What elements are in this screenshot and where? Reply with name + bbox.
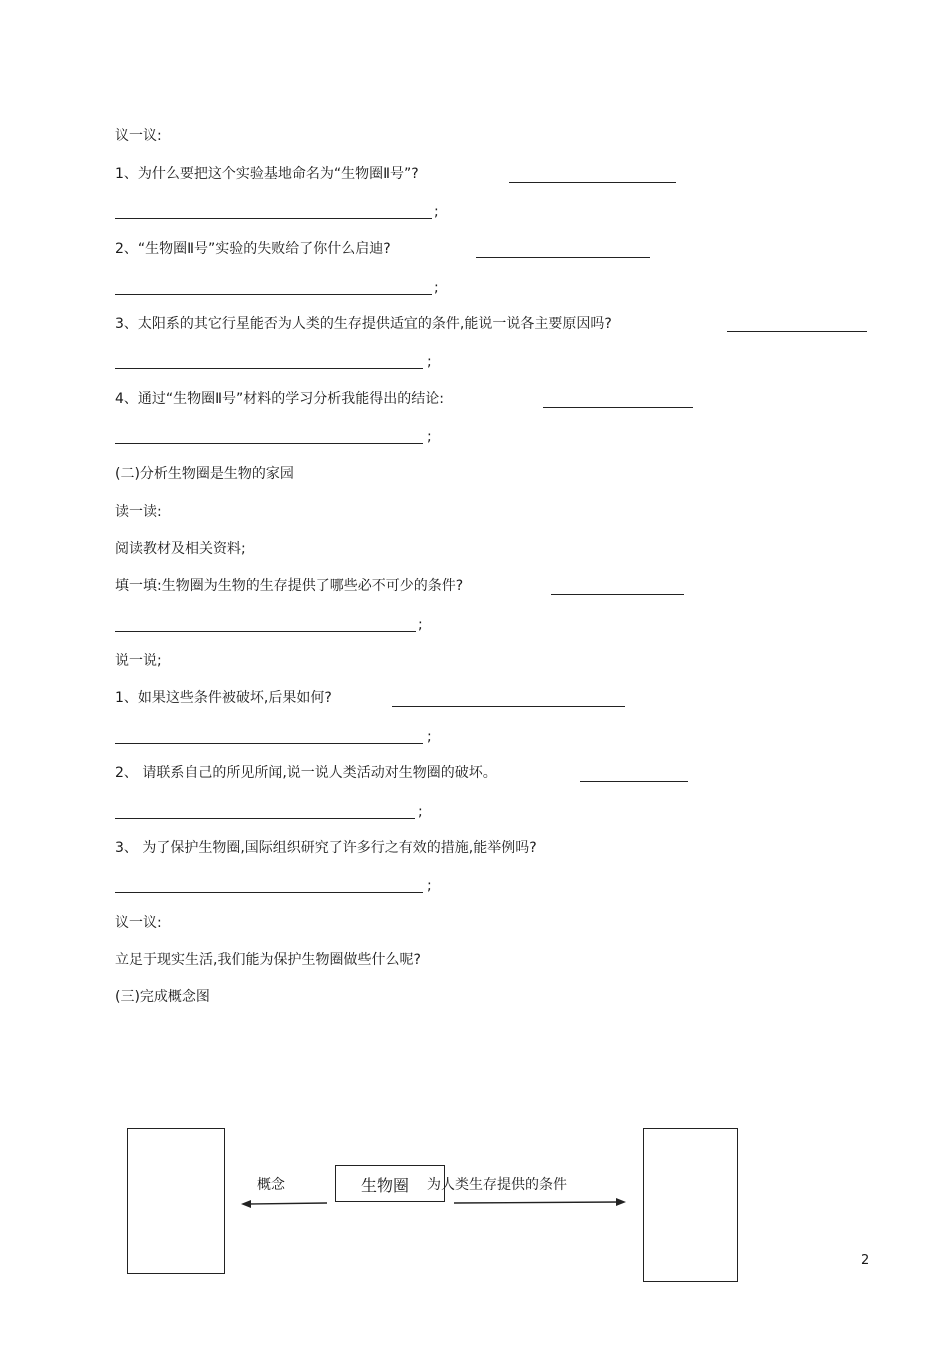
question-4: 4、通过“生物圈Ⅱ号”材料的学习分析我能得出的结论:: [115, 391, 445, 407]
semicolon: ;: [418, 804, 423, 820]
concept-left-label: 概念: [257, 1177, 285, 1193]
question-3: 3、太阳系的其它行星能否为人类的生存提供适宜的条件,能说一说各主要原因吗?: [115, 316, 612, 332]
question-1: 1、为什么要把这个实验基地命名为“生物圈Ⅱ号”?: [115, 166, 419, 182]
arrow-right-head: [616, 1198, 626, 1206]
say-question-2: 2、 请联系自己的所见所闻,说一说人类活动对生物圈的破坏。: [115, 765, 497, 781]
semicolon: ;: [434, 280, 439, 296]
arrow-left-line: [246, 1203, 327, 1204]
semicolon: ;: [427, 354, 432, 370]
page-number: 2: [861, 1253, 870, 1268]
say-heading: 说一说;: [115, 653, 162, 669]
semicolon: ;: [427, 878, 432, 894]
section-3-title: (三)完成概念图: [115, 989, 210, 1005]
concept-right-label: 为人类生存提供的条件: [427, 1177, 567, 1193]
semicolon: ;: [434, 204, 439, 220]
say-question-3: 3、 为了保护生物圈,国际组织研究了许多行之有效的措施,能举例吗?: [115, 840, 537, 856]
section-2-title: (二)分析生物圈是生物的家园: [115, 466, 294, 482]
read-text: 阅读教材及相关资料;: [115, 541, 246, 557]
arrow-right-line: [454, 1202, 620, 1203]
concept-center-label: 生物圈: [361, 1176, 410, 1195]
discuss-heading-2: 议一议:: [115, 915, 162, 931]
question-2: 2、“生物圈Ⅱ号”实验的失败给了你什么启迪?: [115, 241, 391, 257]
fill-question: 填一填:生物圈为生物的生存提供了哪些必不可少的条件?: [115, 578, 464, 594]
read-heading: 读一读:: [115, 504, 162, 520]
semicolon: ;: [427, 729, 432, 745]
semicolon: ;: [427, 429, 432, 445]
discuss-heading: 议一议:: [115, 128, 162, 144]
discuss-text: 立足于现实生活,我们能为保护生物圈做些什么呢?: [115, 952, 421, 968]
say-question-1: 1、如果这些条件被破坏,后果如何?: [115, 690, 332, 706]
semicolon: ;: [418, 617, 423, 633]
arrow-left-head: [241, 1200, 251, 1208]
